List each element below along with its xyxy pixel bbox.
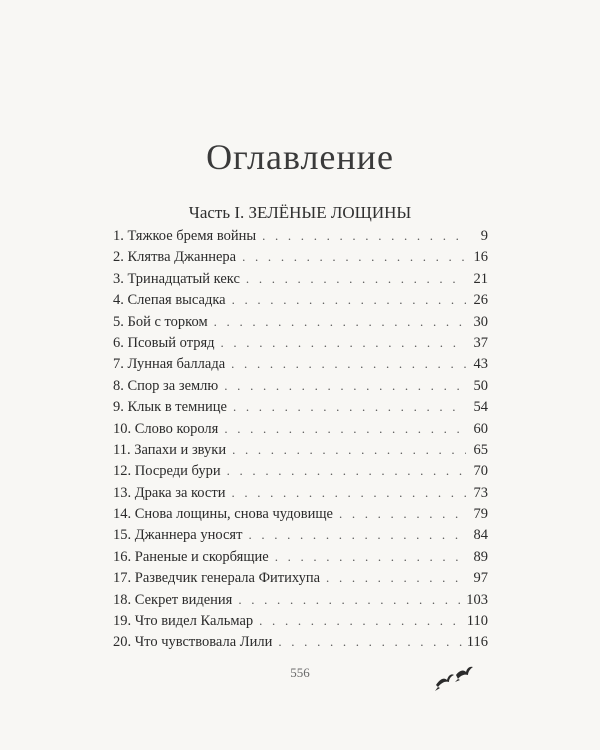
toc-entry-page: 89	[473, 548, 488, 565]
toc-entry	[113, 570, 488, 591]
toc-entry-number: 15.	[113, 527, 132, 544]
toc-entry	[113, 399, 488, 420]
table-of-contents	[113, 228, 488, 656]
toc-entry-number: 4.	[113, 292, 124, 309]
toc-entry-title: Тринадцатый кекс	[127, 270, 240, 287]
toc-entry	[113, 506, 488, 527]
toc-entry-page: 21	[473, 270, 488, 287]
toc-entry-number: 10.	[113, 420, 132, 437]
toc-entry-page: 65	[473, 441, 488, 458]
toc-entry-number: 18.	[113, 591, 132, 608]
toc-entry-title: Тяжкое бремя войны	[127, 228, 257, 244]
part-heading: Часть I. ЗЕЛЁНЫЕ ЛОЩИНЫ	[188, 203, 412, 222]
page-title: Оглавление	[206, 137, 394, 178]
dot-leader	[275, 549, 466, 565]
dot-leader	[224, 421, 466, 437]
dot-leader	[231, 485, 466, 501]
toc-entry	[113, 356, 488, 377]
dot-leader	[238, 592, 462, 608]
toc-entry-title: Разведчик генерала Фитихупа	[134, 570, 321, 587]
toc-entry-page: 116	[466, 634, 488, 651]
dot-leader	[248, 527, 466, 543]
dot-leader	[339, 506, 466, 522]
toc-entry-number: 8.	[113, 377, 124, 394]
toc-entry-page: 97	[473, 570, 488, 587]
bird-ornament-icon	[432, 663, 476, 693]
toc-entry-number: 11.	[113, 441, 131, 458]
toc-entry-page: 79	[473, 506, 488, 523]
toc-entry-number: 3.	[113, 270, 124, 287]
toc-entry-title: Слово короля	[134, 420, 219, 437]
dot-leader	[231, 356, 466, 372]
toc-entry-title: Что чувствовала Лили	[134, 634, 273, 651]
toc-entry-number: 9.	[113, 399, 124, 416]
toc-entry-page: 26	[473, 292, 488, 309]
toc-entry	[113, 314, 488, 335]
toc-entry-title: Драка за кости	[134, 484, 226, 501]
toc-entry-number: 13.	[113, 484, 132, 501]
toc-entry-title: Посреди бури	[134, 463, 221, 480]
toc-entry	[113, 271, 488, 292]
toc-entry-title: Клятва Джаннера	[127, 249, 237, 266]
toc-entry	[113, 485, 488, 506]
toc-entry-number: 7.	[113, 356, 124, 373]
toc-entry-page: 30	[473, 313, 488, 330]
toc-entry-number: 17.	[113, 570, 132, 587]
toc-entry	[113, 335, 488, 356]
toc-entry-page: 43	[473, 356, 488, 373]
toc-entry-page: 37	[473, 334, 488, 351]
dot-leader	[278, 634, 462, 650]
dot-leader	[221, 335, 467, 351]
toc-entry-title: Снова лощины, снова чудовище	[134, 506, 333, 523]
toc-entry	[113, 378, 488, 399]
toc-entry-number: 2.	[113, 249, 124, 266]
dot-leader	[259, 613, 463, 629]
toc-entry	[113, 634, 488, 655]
toc-entry	[113, 592, 488, 613]
toc-entry-page: 103	[466, 591, 488, 608]
toc-entry	[113, 549, 488, 570]
toc-entry-number: 16.	[113, 548, 132, 565]
toc-entry-number: 5.	[113, 313, 124, 330]
dot-leader	[233, 399, 466, 415]
toc-entry	[113, 613, 488, 634]
toc-entry-title: Что видел Кальмар	[134, 613, 254, 630]
dot-leader	[326, 570, 466, 586]
dot-leader	[262, 228, 466, 244]
toc-entry-page: 9	[480, 228, 488, 244]
toc-entry-number: 1.	[113, 228, 124, 244]
dot-leader	[214, 314, 466, 330]
dot-leader	[246, 271, 466, 287]
toc-entry	[113, 292, 488, 313]
dot-leader	[242, 249, 466, 265]
dot-leader	[224, 378, 466, 394]
toc-entry-number: 19.	[113, 613, 132, 630]
toc-entry-page: 50	[473, 377, 488, 394]
toc-entry-number: 20.	[113, 634, 132, 651]
toc-entry-title: Секрет видения	[134, 591, 233, 608]
toc-entry-page: 110	[466, 613, 488, 630]
toc-entry-number: 6.	[113, 334, 124, 351]
toc-entry-page: 70	[473, 463, 488, 480]
toc-entry-title: Запахи и звуки	[134, 441, 227, 458]
toc-entry	[113, 249, 488, 270]
toc-entry	[113, 527, 488, 548]
dot-leader	[227, 463, 466, 479]
toc-entry-page: 54	[473, 399, 488, 416]
toc-entry	[113, 463, 488, 484]
toc-entry-page: 73	[473, 484, 488, 501]
toc-entry-title: Джаннера уносят	[134, 527, 243, 544]
toc-entry	[113, 228, 488, 249]
toc-entry	[113, 442, 488, 463]
toc-entry-title: Раненые и скорбящие	[134, 548, 269, 565]
page-number: 556	[290, 665, 310, 680]
toc-entry-page: 60	[473, 420, 488, 437]
toc-entry	[113, 421, 488, 442]
toc-entry-title: Слепая высадка	[127, 292, 226, 309]
toc-entry-title: Псовый отряд	[127, 334, 215, 351]
toc-entry-number: 12.	[113, 463, 132, 480]
toc-entry-number: 14.	[113, 506, 132, 523]
toc-entry-title: Клык в темнице	[127, 399, 227, 416]
dot-leader	[232, 292, 466, 308]
toc-entry-title: Бой с торком	[127, 313, 208, 330]
dot-leader	[232, 442, 466, 458]
toc-entry-title: Лунная баллада	[127, 356, 226, 373]
toc-entry-page: 84	[473, 527, 488, 544]
toc-entry-page: 16	[473, 249, 488, 266]
toc-entry-title: Спор за землю	[127, 377, 219, 394]
